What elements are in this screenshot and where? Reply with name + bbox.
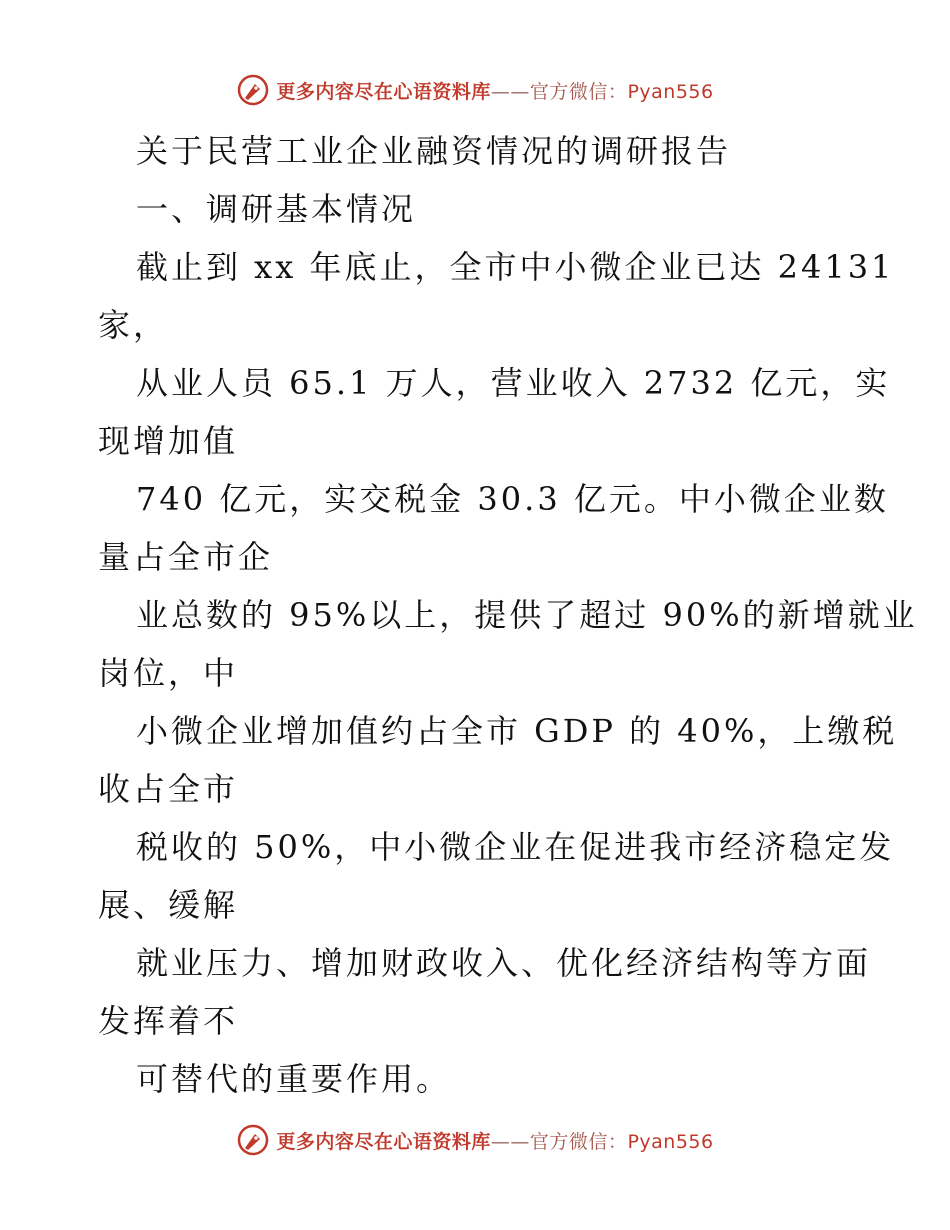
paragraph-line: 截止到 xx 年底止，全市中小微企业已达 24131 xyxy=(136,248,895,286)
paragraph-line: 从业人员 65.1 万人，营业收入 2732 亿元，实 xyxy=(136,364,891,402)
watermark-banner-top xyxy=(0,70,950,110)
document-body xyxy=(98,122,918,1108)
paragraph-line-continuation: 家， xyxy=(98,306,169,344)
pen-nib-logo-icon xyxy=(236,1123,270,1157)
closing-line: 可替代的重要作用。 xyxy=(136,1060,452,1098)
paragraph-line: 就业压力、增加财政收入、优化经济结构等方面 xyxy=(136,944,872,982)
watermark-wechat-id: Pyan556 xyxy=(627,80,714,103)
paragraph-line-continuation: 发挥着不 xyxy=(98,1002,239,1040)
document-title: 关于民营工业企业融资情况的调研报告 xyxy=(136,132,732,170)
watermark-banner-bottom xyxy=(0,1120,950,1160)
watermark-wechat-id: Pyan556 xyxy=(627,1130,714,1153)
paragraph-line-continuation: 收占全市 xyxy=(98,770,239,808)
pen-nib-logo-icon xyxy=(236,73,270,107)
watermark-text xyxy=(276,1127,713,1154)
watermark-brand: 更多内容尽在心语资料库 xyxy=(276,1130,491,1153)
watermark-brand: 更多内容尽在心语资料库 xyxy=(276,80,491,103)
paragraph-line-continuation: 展、缓解 xyxy=(98,886,239,924)
paragraph-line: 税收的 50%，中小微企业在促进我市经济稳定发 xyxy=(136,828,895,866)
paragraph-line-continuation: 量占全市企 xyxy=(98,538,274,576)
watermark-text xyxy=(276,77,713,104)
section-heading: 一、调研基本情况 xyxy=(136,190,417,228)
watermark-wechat-label: 官方微信： xyxy=(529,1130,628,1153)
watermark-wechat-label: 官方微信： xyxy=(529,80,628,103)
paragraph-line-continuation: 现增加值 xyxy=(98,422,239,460)
paragraph-line: 740 亿元，实交税金 30.3 亿元。中小微企业数 xyxy=(136,480,889,518)
paragraph-line: 业总数的 95%以上，提供了超过 90%的新增就业 xyxy=(136,596,918,634)
paragraph-line: 小微企业增加值约占全市 GDP 的 40%，上缴税 xyxy=(136,712,898,750)
paragraph-line-continuation: 岗位，中 xyxy=(98,654,239,692)
watermark-separator: —— xyxy=(490,1130,530,1153)
paragraph xyxy=(98,238,918,1050)
watermark-separator: —— xyxy=(490,80,530,103)
